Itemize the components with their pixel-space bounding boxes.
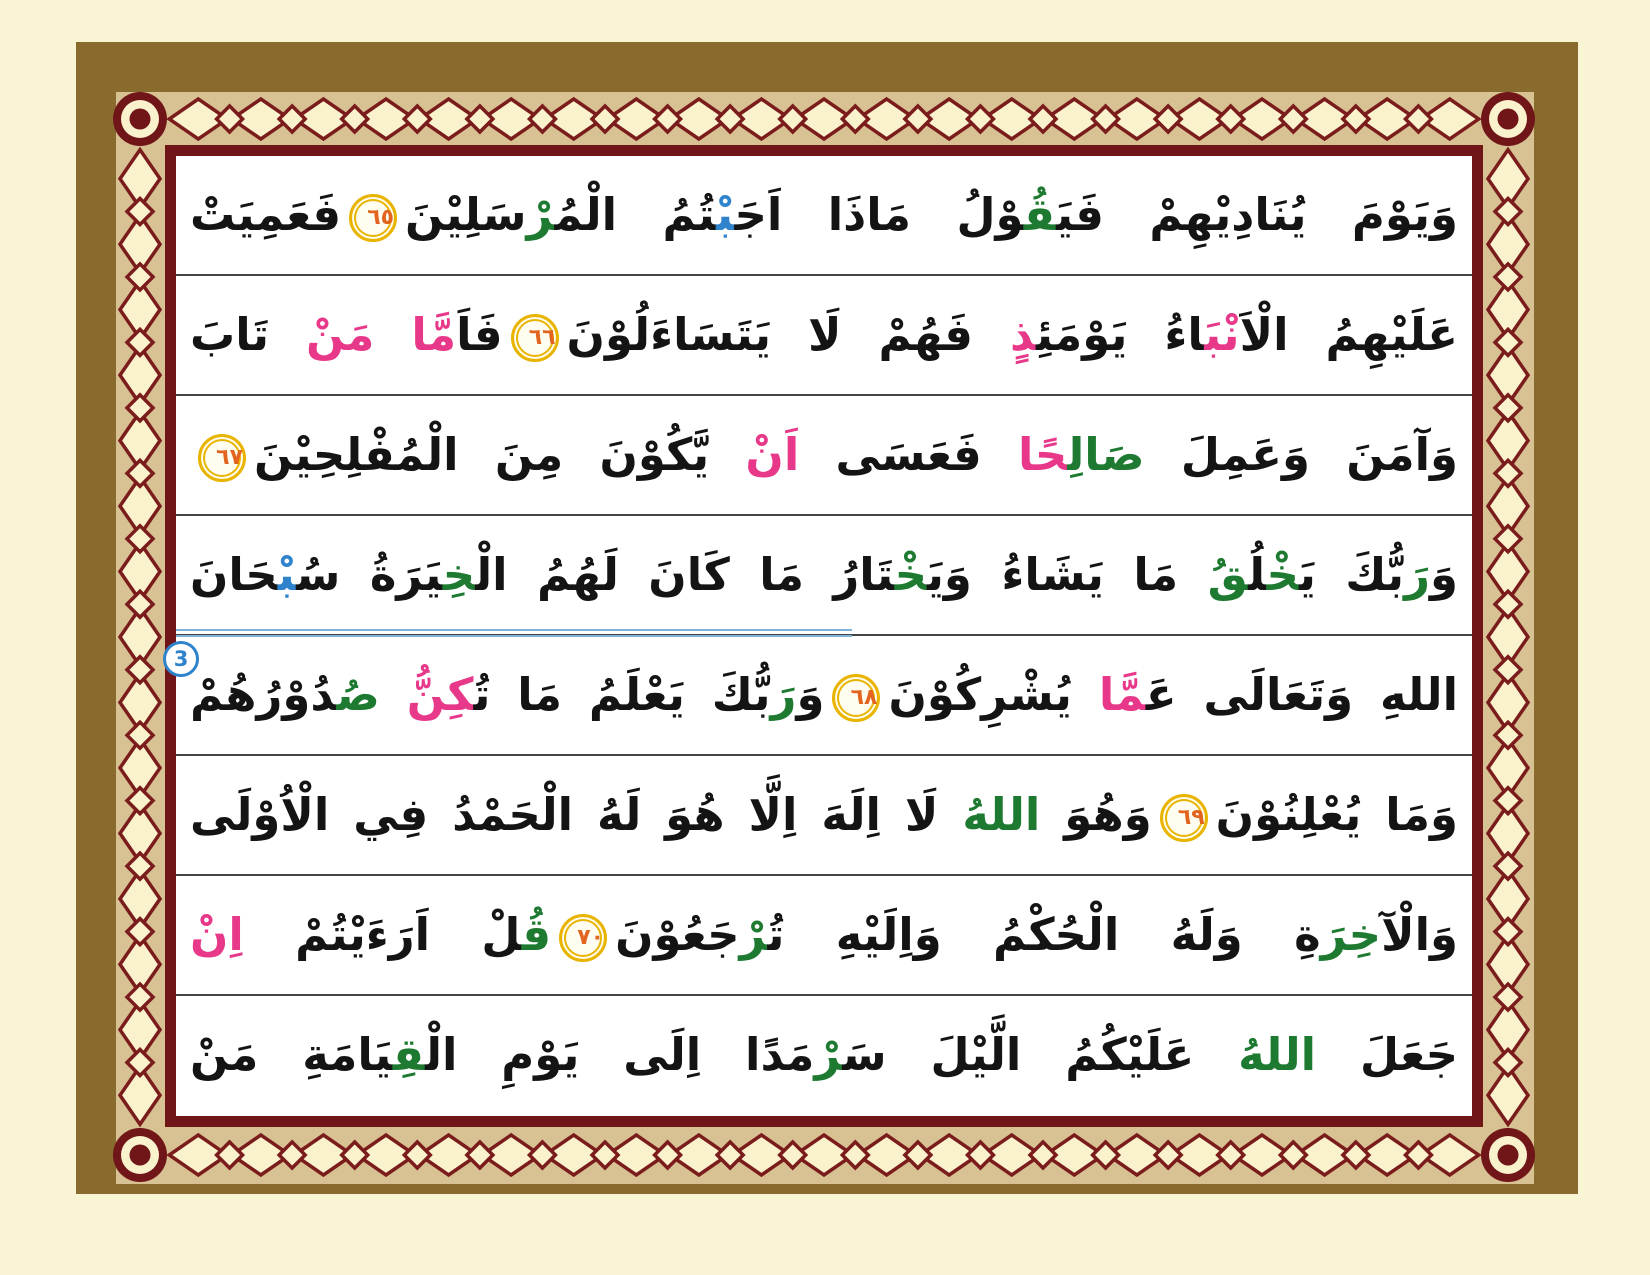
text-segment: لْ اَرَءَيْتُمْ	[243, 908, 522, 961]
verse-marker: ٦٥	[349, 194, 397, 242]
text-segment: وَ	[1429, 548, 1458, 601]
text-segment: اءُ يَوْمَئِ	[1036, 308, 1205, 361]
text-segment: وَ	[796, 668, 825, 721]
quran-line-5	[176, 636, 1472, 756]
quran-line-1	[176, 156, 1472, 276]
text-segment: لَا اِلَهَ اِلَّا هُوَ لَهُ الْحَمْدُ فِي الْاُوْلَى	[190, 788, 963, 841]
text-segment: مَّا مَنْ	[306, 308, 457, 361]
quran-line-4	[176, 516, 1472, 636]
text-segment: فَعَسَى	[799, 428, 1019, 481]
text-segment: ةِ وَلَهُ الْحُكْمُ وَاِلَيْهِ تُ	[767, 908, 1321, 961]
text-segment: اَنْ	[745, 428, 800, 481]
text-segment: خْ	[894, 548, 928, 601]
text-segment: وَالْآ	[1381, 908, 1459, 961]
text-segment: نْبَ	[1204, 308, 1240, 361]
text-segment: وَهُوَ	[1040, 788, 1152, 841]
text-segment: قُ	[521, 908, 552, 961]
text-segment: لُ	[1248, 548, 1267, 601]
verse-marker: ٦٩	[1160, 794, 1208, 842]
verse-marker: ٦٧	[198, 434, 246, 482]
text-segment: مَدًا اِلَى يَوْمِ الْ	[425, 1028, 815, 1081]
text-segment: جَعَلَ	[1316, 1028, 1458, 1081]
text-segment: جَعُوْنَ	[615, 908, 740, 961]
quran-line-6	[176, 756, 1472, 876]
text-segment: تُمُ الْمُ	[554, 188, 717, 241]
ruku-marker: 3	[163, 641, 199, 677]
text-segment: خِ	[442, 548, 476, 601]
text-segment: رْ	[739, 908, 768, 961]
text-segment: مَّا	[1098, 668, 1146, 721]
text-segment: رَ	[1404, 548, 1430, 601]
verse-marker: ٦٦	[511, 314, 559, 362]
text-segment: بُّكَ يَعْلَمُ مَا تُ	[473, 668, 771, 721]
quran-line-2	[176, 276, 1472, 396]
text-segment: اللهُ	[1238, 1028, 1317, 1081]
text-segment: وَيَوْمَ يُنَادِيْهِمْ فَيَ	[1056, 188, 1458, 241]
quran-line-3	[176, 396, 1472, 516]
text-segment: وْلُ مَاذَا اَجَ	[734, 188, 1024, 241]
text-segment: فَعَمِيَتْ	[190, 188, 342, 241]
text-segment: قُ	[1207, 548, 1249, 601]
verse-marker: ٧٠	[559, 914, 607, 962]
text-segment: فَهُمْ لَا يَتَسَاءَلُوْنَ	[566, 308, 1011, 361]
text-segment: ذٍ	[1010, 308, 1037, 361]
quran-line-8	[176, 996, 1472, 1116]
text-segment: دُوْرُهُمْ	[190, 668, 337, 721]
text-segment: فَاَ	[456, 308, 503, 361]
text-segment: خْ	[1266, 548, 1299, 601]
text-segment: صُ	[336, 668, 407, 721]
text-segment: بْ	[277, 548, 297, 601]
text-segment: بُّكَ يَ	[1298, 548, 1405, 601]
text-segment: وَمَا يُعْلِنُوْنَ	[1215, 788, 1458, 841]
text-segment: قُ	[1023, 188, 1057, 241]
quran-line-7	[176, 876, 1472, 996]
text-segment: اِنْ	[190, 908, 244, 961]
text-segment: اللهِ وَتَعَالَى عَ	[1145, 668, 1458, 721]
text-segment: اللهُ	[962, 788, 1041, 841]
text-segment: يُشْرِكُوْنَ	[888, 668, 1099, 721]
text-segment: حَانَ	[190, 548, 278, 601]
text-segment: رْ	[526, 188, 555, 241]
text-segment: مَا يَشَاءُ وَيَ	[927, 548, 1208, 601]
text-segment: سَلِيْنَ	[405, 188, 527, 241]
text-segment: صَالِ	[1067, 428, 1145, 481]
text-segment: خِرَ	[1320, 908, 1382, 961]
text-segment: كِنُّ	[406, 668, 474, 721]
ruku-divider-line	[176, 629, 852, 637]
text-segment: يَرَةُ سُ	[296, 548, 443, 601]
text-segment: وَآمَنَ وَعَمِلَ	[1144, 428, 1458, 481]
text-segment: يَّكُوْنَ مِنَ الْمُفْلِحِيْنَ	[254, 428, 746, 481]
text-segment: تَابَ	[190, 308, 307, 361]
text-segment: عَلَيْهِمُ الْاَ	[1239, 308, 1458, 361]
text-segment: رْ	[814, 1028, 843, 1081]
text-segment: حًا	[1018, 428, 1068, 481]
text-segment: يَامَةِ مَنْ	[190, 1028, 393, 1081]
text-segment: عَلَيْكُمُ الَّيْلَ سَ	[842, 1028, 1239, 1081]
text-segment: رَ	[770, 668, 797, 721]
text-segment: تَارُ مَا كَانَ لَهُمُ الْ	[475, 548, 895, 601]
text-segment: بْ	[716, 188, 735, 241]
verse-marker: ٦٨	[832, 674, 880, 722]
text-segment: قِ	[392, 1028, 426, 1081]
